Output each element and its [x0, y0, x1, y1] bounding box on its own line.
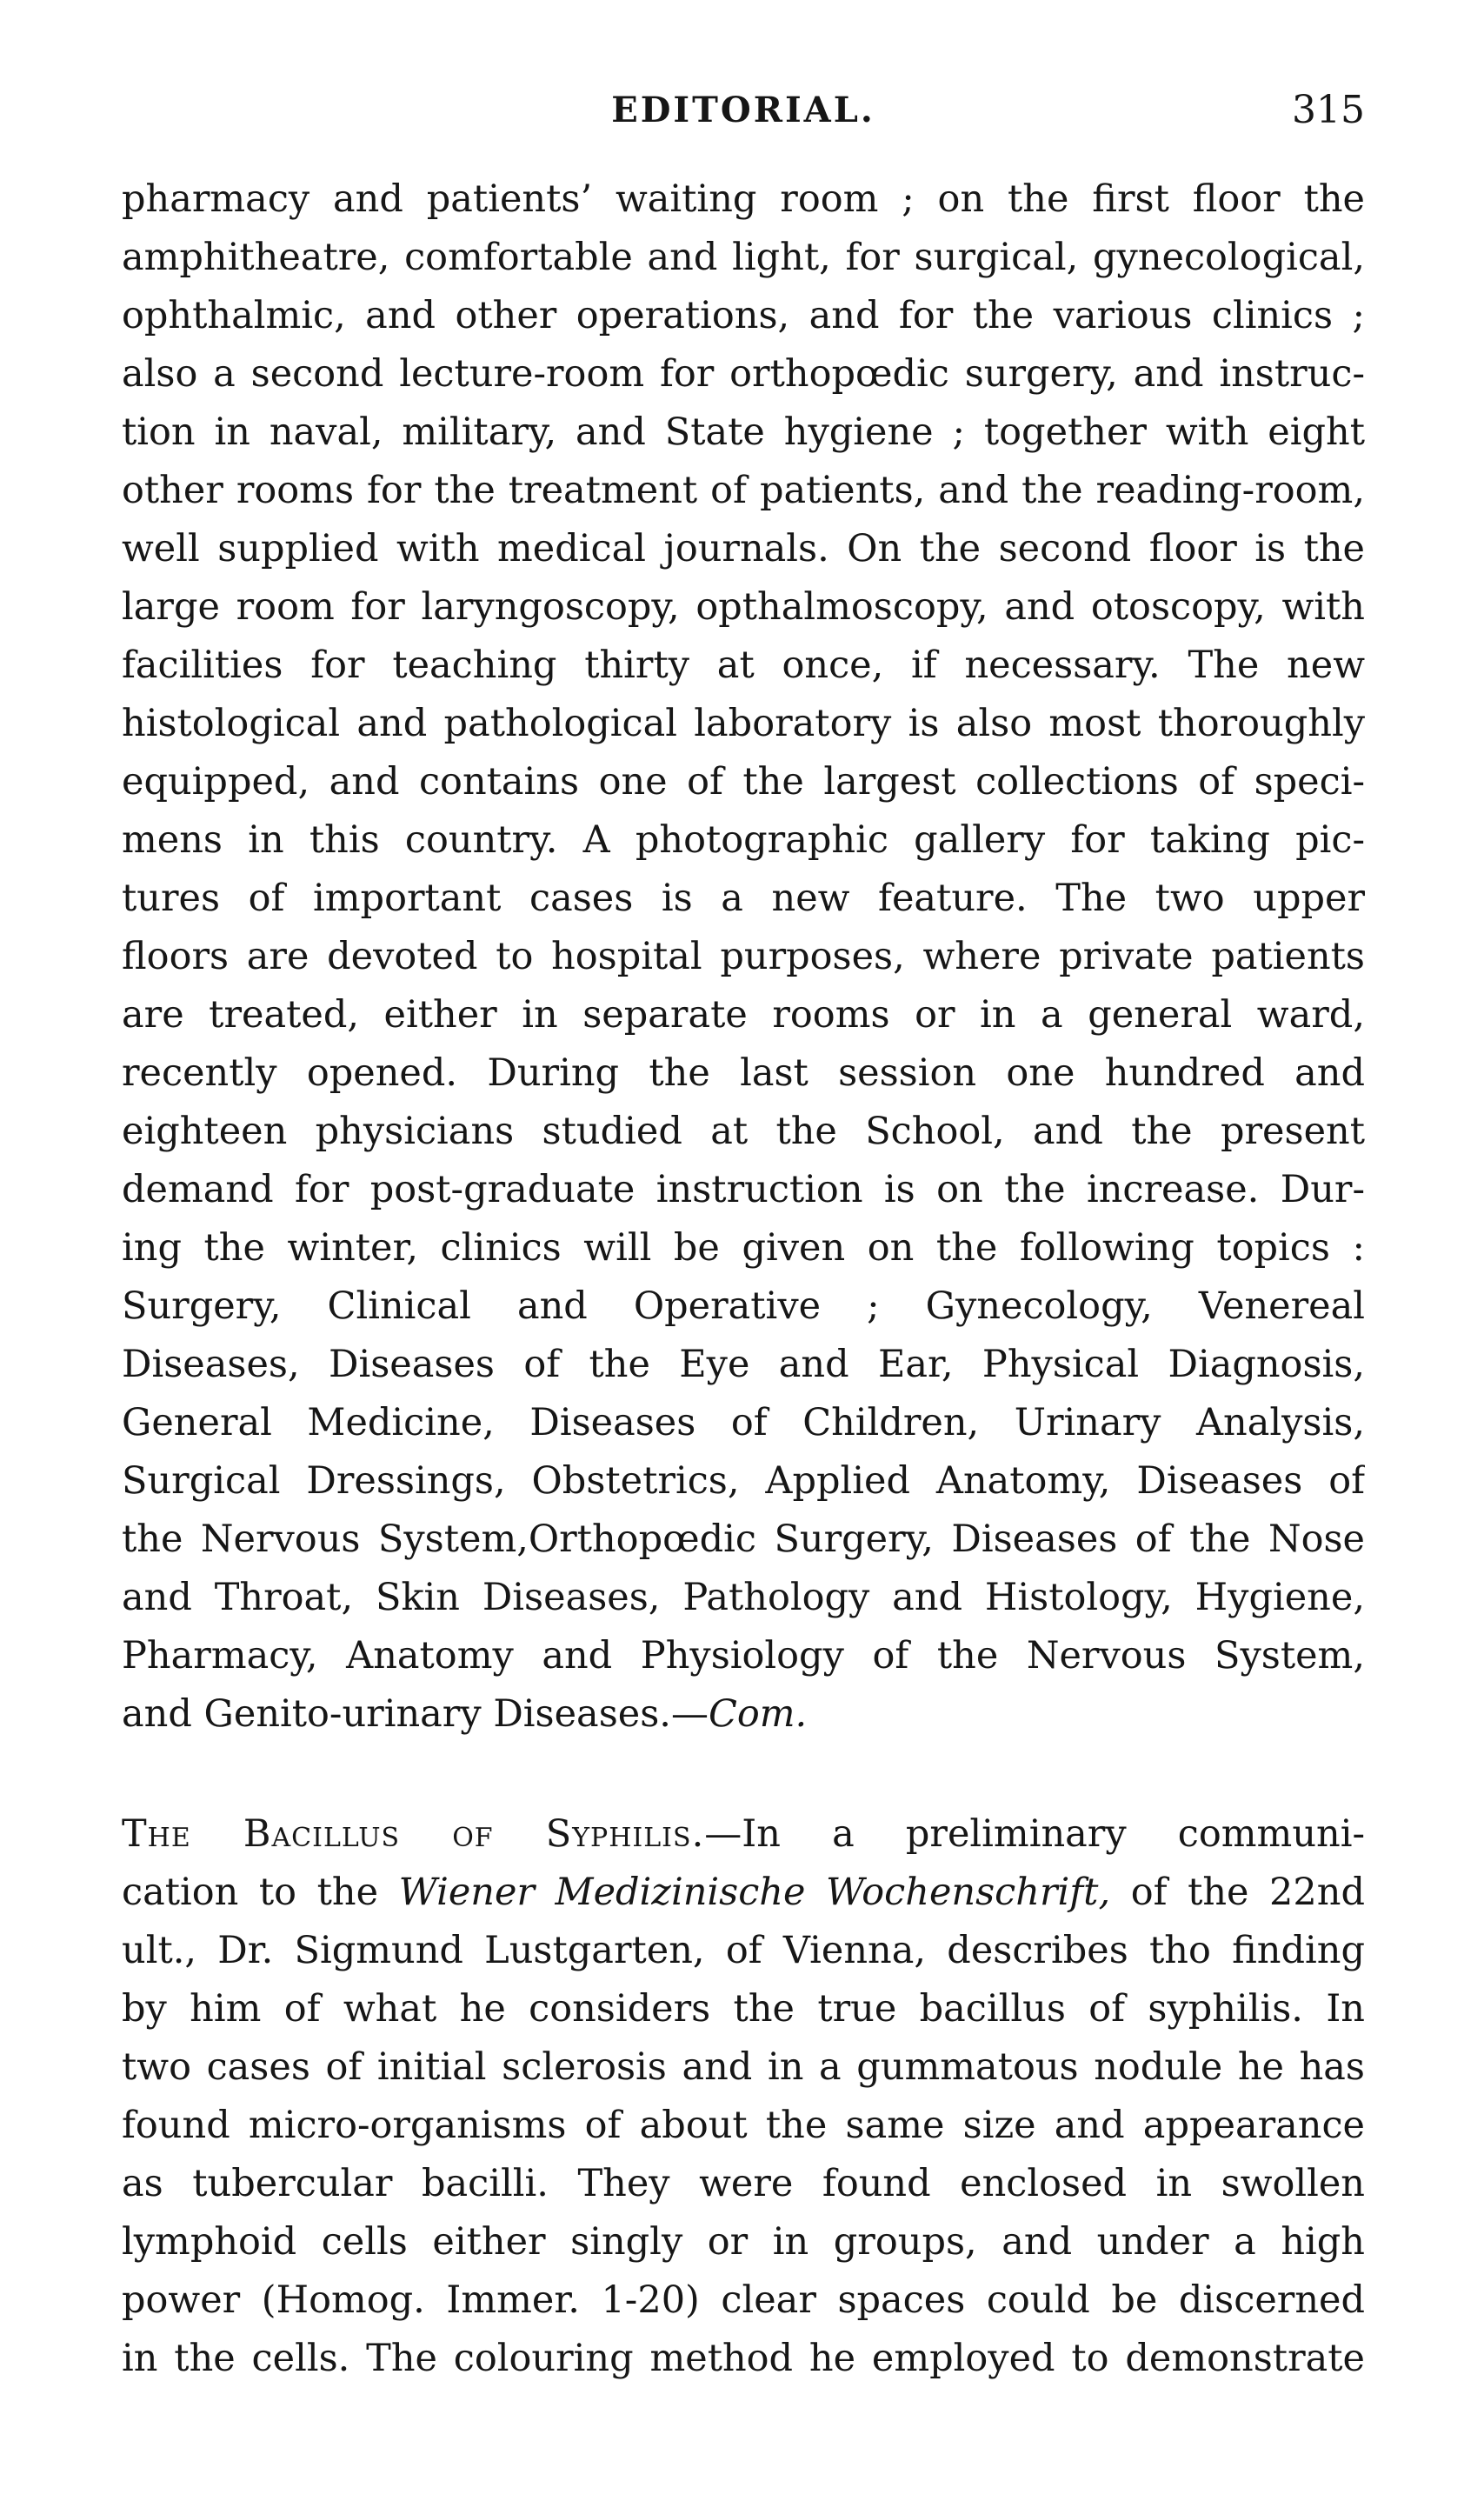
text-line: other rooms for the treatment of patients, and the reading-room, — [122, 469, 1365, 512]
page-number: 315 — [1292, 88, 1365, 132]
paragraph-post-graduate-school — [122, 170, 1365, 1744]
text-line: eighteen physicians studied at the School, and the present — [122, 1110, 1365, 1153]
text-line-heading — [122, 1805, 1365, 1864]
text-line: ult., Dr. Sigmund Lustgarten, of Vienna, describes tho finding — [122, 1929, 1365, 1972]
text-line: by him of what he considers the true bacillus of syphilis. In — [122, 1987, 1365, 2031]
text-line: also a second lecture-room for orthopœdic surgery, and instruc- — [122, 352, 1365, 396]
text-line: the Nervous System,Orthopœdic Surgery, Diseases of the Nose — [122, 1517, 1365, 1561]
text-line: power (Homog. Immer. 1-20) clear spaces could be discerned — [122, 2278, 1365, 2322]
running-title: EDITORIAL. — [611, 90, 875, 130]
text-line: ing the winter, clinics will be given on the following topics : — [122, 1226, 1365, 1270]
text-line: and Throat, Skin Diseases, Pathology and Histology, Hygiene, — [122, 1576, 1365, 1619]
journal-line-end: of the 22nd — [1110, 1871, 1365, 1914]
text-line: demand for post-graduate instruction is on the increase. Dur- — [122, 1168, 1365, 1211]
text-line: Diseases, Diseases of the Eye and Ear, Physical Diagnosis, — [122, 1343, 1365, 1386]
text-line: mens in this country. A photographic gallery for taking pic- — [122, 818, 1365, 862]
signature-com: Com. — [708, 1692, 808, 1736]
text-line: General Medicine, Diseases of Children, Urinary Analysis, — [122, 1401, 1365, 1444]
paragraph-bacillus-of-syphilis — [122, 1805, 1365, 2388]
text-line: two cases of initial sclerosis and in a gummatous nodule he has — [122, 2045, 1365, 2089]
text-line: Surgical Dressings, Obstetrics, Applied Anatomy, Diseases of — [122, 1459, 1365, 1503]
text-line-final — [122, 1685, 1365, 1744]
text-line: tion in naval, military, and State hygiene ; together with eight — [122, 410, 1365, 454]
text-line: found micro-organisms of about the same size and appearance — [122, 2104, 1365, 2147]
section-heading: The Bacillus of Syphilis. — [122, 1812, 705, 1856]
heading-line-rest: —In a preliminary communi- — [704, 1812, 1365, 1856]
text-line: as tubercular bacilli. They were found enclosed in swollen — [122, 2162, 1365, 2205]
text-line: equipped, and contains one of the largest collections of speci- — [122, 760, 1365, 804]
text-line: ophthalmic, and other operations, and for the various clinics ; — [122, 294, 1365, 337]
text-line: Surgery, Clinical and Operative ; Gynecology, Venereal — [122, 1284, 1365, 1328]
text-line: histological and pathological laboratory is also most thoroughly — [122, 702, 1365, 745]
text-line: in the cells. The colouring method he employed to demonstrate — [122, 2337, 1365, 2380]
text-line-journal — [122, 1864, 1365, 1922]
journal-title: Wiener Medizinische Wochenschrift, — [398, 1871, 1111, 1914]
final-line-text: and Genito-urinary Diseases.— — [122, 1692, 709, 1736]
journal-line-start: cation to the — [122, 1871, 399, 1914]
text-line: amphitheatre, comfortable and light, for surgical, gynecological, — [122, 236, 1365, 279]
text-line: large room for laryngoscopy, opthalmoscopy, and otoscopy, with — [122, 585, 1365, 629]
text-line: recently opened. During the last session one hundred and — [122, 1051, 1365, 1095]
text-line: lymphoid cells either singly or in groups, and under a high — [122, 2220, 1365, 2264]
text-line: are treated, either in separate rooms or in a general ward, — [122, 993, 1365, 1037]
text-line: Pharmacy, Anatomy and Physiology of the Nervous System, — [122, 1634, 1365, 1678]
text-line: pharmacy and patients’ waiting room ; on the first floor the — [122, 177, 1365, 221]
text-line: well supplied with medical journals. On the second floor is the — [122, 527, 1365, 570]
text-line: facilities for teaching thirty at once, if necessary. The new — [122, 644, 1365, 687]
page-header — [122, 80, 1365, 141]
text-line: tures of important cases is a new feature. The two upper — [122, 877, 1365, 920]
text-line: floors are devoted to hospital purposes, where private patients — [122, 935, 1365, 978]
